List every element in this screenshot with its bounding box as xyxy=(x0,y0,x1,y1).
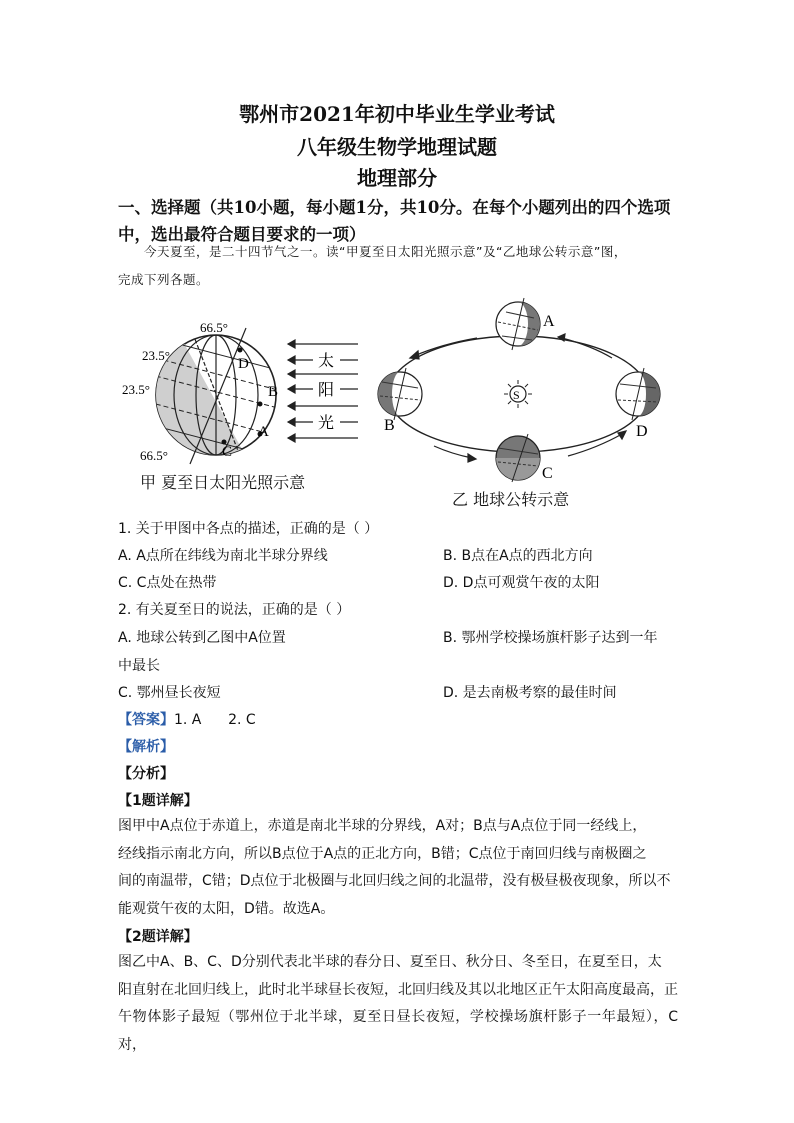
detail-1-line: 能观赏午夜的太阳，D错。故选A。 xyxy=(118,900,335,917)
lat-label-3: 23.5° xyxy=(122,382,150,397)
lat-label-1: 66.5° xyxy=(200,320,228,335)
q1-option-c: C. C点处在热带 xyxy=(118,575,217,591)
pos-b-label: B xyxy=(384,417,395,434)
detail-1-line: 间的南温带，C错；D点位于北极圈与北回归线之间的北温带，没有极昼极夜现象，所以不 xyxy=(118,873,671,889)
detail-2-label: 【2题详解】 xyxy=(118,929,198,945)
figure-jia-diagram xyxy=(118,314,378,474)
section-heading-line2: 中，选出最符合题目要求的一项） xyxy=(118,225,366,244)
q1-option-d: D. D点可观赏午夜的太阳 xyxy=(443,575,600,591)
answer-label: 【答案】 xyxy=(118,712,174,728)
q1-option-a: A. A点所在纬线为南北半球分界线 xyxy=(118,548,328,564)
answer-line xyxy=(118,709,256,729)
answer-text: 1. A 2. C xyxy=(174,712,256,728)
detail-1-line: 图甲中A点位于赤道上，赤道是南北半球的分界线，A对；B点与A点位于同一经线上， xyxy=(118,818,647,834)
sun-char-3: 光 xyxy=(318,415,335,432)
intro-line1: 今天夏至，是二十四节气之一。读“甲夏至日太阳光照示意”及“乙地球公转示意”图， xyxy=(144,244,627,259)
q2-option-d: D. 是去南极考察的最佳时间 xyxy=(443,685,617,701)
analysis-label: 【解析】 xyxy=(118,739,174,755)
detail-2-line: 阳直射在北回归线上，此时北半球昼长夜短，北回归线及其以北地区正午太阳高度最高，正 xyxy=(118,981,678,998)
point-d-dot xyxy=(238,348,243,353)
q2-option-b-cont: 中最长 xyxy=(118,658,160,674)
earth-c xyxy=(496,434,540,482)
lat-label-4: 66.5° xyxy=(140,448,168,463)
point-b-label: B xyxy=(268,384,279,400)
q2-option-c: C. 鄂州昼长夜短 xyxy=(118,685,221,701)
sun-char-2: 阳 xyxy=(318,382,335,399)
figure-yi-diagram xyxy=(372,296,668,488)
point-a-label: A xyxy=(258,424,269,440)
detail-2-line: 午物体影子最短（鄂州位于北半球，夏至日昼长夜短，学校操场旗杆影子一年最短），C对， xyxy=(118,1009,678,1053)
earth-a xyxy=(496,298,540,350)
section-title: 地理部分 xyxy=(357,166,437,190)
figure-yi-caption: 乙 地球公转示意 xyxy=(452,490,570,509)
pos-c-label: C xyxy=(542,465,553,482)
point-c-label: C xyxy=(222,444,233,460)
section-heading-line1: 一、选择题（共10小题，每小题1分，共10分。在每个小题列出的四个选项 xyxy=(118,198,671,217)
figure-jia-caption: 甲 夏至日太阳光照示意 xyxy=(140,473,306,492)
q1-stem: 1. 关于甲图中各点的描述，正确的是（ ） xyxy=(118,521,379,537)
q2-option-b: B. 鄂州学校操场旗杆影子达到一年 xyxy=(443,630,658,646)
q1-option-b: B. B点在A点的西北方向 xyxy=(443,548,593,564)
point-b-dot xyxy=(258,402,263,407)
pos-d-label: D xyxy=(636,423,648,440)
point-d-label: D xyxy=(238,356,249,372)
sun-label: S xyxy=(513,388,520,402)
pos-a-label: A xyxy=(543,313,555,330)
detail-1-label: 【1题详解】 xyxy=(118,793,198,809)
q2-option-a: A. 地球公转到乙图中A位置 xyxy=(118,630,286,646)
earth-b xyxy=(378,368,422,420)
q2-stem: 2. 有关夏至日的说法，正确的是（ ） xyxy=(118,602,351,618)
detail-1-line: 经线指示南北方向，所以B点位于A点的正北方向，B错；C点位于南回归线与南极圈之 xyxy=(118,845,647,862)
sun-char-1: 太 xyxy=(318,353,335,370)
lat-label-2: 23.5° xyxy=(142,348,170,363)
detail-2-text xyxy=(118,949,678,1059)
intro-text xyxy=(118,238,678,294)
exam-subtitle: 八年级生物学地理试题 xyxy=(297,135,497,159)
detail-2-line: 图乙中A、B、C、D分别代表北半球的春分日、夏至日、秋分日、冬至日，在夏至日，太 xyxy=(118,954,662,970)
intro-line2: 完成下列各题。 xyxy=(118,272,210,287)
detail-1-text xyxy=(118,813,678,923)
earth-d xyxy=(616,368,660,420)
fenxi-label: 【分析】 xyxy=(118,766,174,782)
exam-title: 鄂州市2021年初中毕业生学业考试 xyxy=(239,102,555,126)
